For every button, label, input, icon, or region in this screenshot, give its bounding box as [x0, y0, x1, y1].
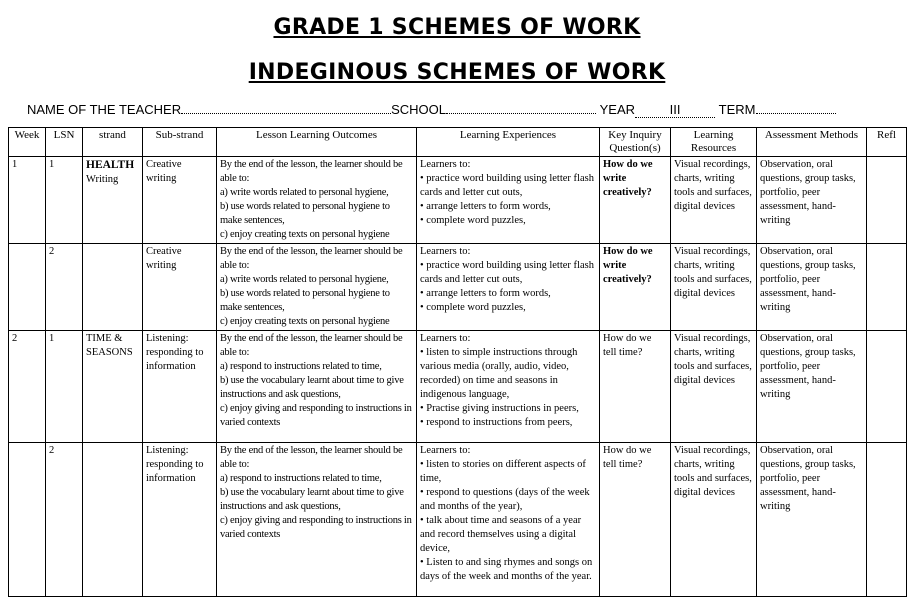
cell-lsn: 1 [46, 157, 83, 244]
cell-inquiry: How do we write creatively? [600, 244, 671, 331]
document-subtitle: INDEGINOUS SCHEMES OF WORK [248, 60, 666, 85]
outcome-line: c) enjoy giving and responding to instructions in varied contexts [220, 515, 412, 540]
term-blank [756, 102, 836, 114]
experience-line: • talk about time and seasons of a year and record themselves using a digital device, [420, 515, 582, 554]
cell-outcomes [217, 331, 417, 443]
teacher-label: NAME OF THE TEACHER [27, 102, 182, 117]
header-assessment: Assessment Methods [757, 128, 867, 157]
cell-inquiry: How do we write creatively? [600, 157, 671, 244]
cell-lsn: 2 [46, 443, 83, 597]
table-header-row [9, 128, 907, 157]
cell-week: 2 [9, 331, 46, 443]
schemes-table [8, 127, 907, 597]
cell-lsn: 2 [46, 244, 83, 331]
header-resources: Learning Resources [671, 128, 757, 157]
outcome-line: c) enjoy creating texts on personal hygiene [220, 316, 390, 327]
strand-main: HEALTH [86, 159, 135, 171]
cell-strand [83, 443, 143, 597]
outcome-line: By the end of the lesson, the learner should be able to: [220, 159, 403, 184]
table-row [9, 443, 907, 597]
header-strand: strand [83, 128, 143, 157]
teacher-blank [181, 102, 391, 114]
experience-line: • Practise giving instructions in peers, [420, 403, 579, 414]
cell-inquiry: How do we tell time? [600, 331, 671, 443]
cell-substrand: Listening: responding to information [143, 331, 217, 443]
header-experiences: Learning Experiences [417, 128, 600, 157]
header-refl: Refl [867, 128, 907, 157]
experience-line: • respond to instructions from peers, [420, 417, 573, 428]
strand-sub: Writing [86, 174, 119, 185]
cell-lsn: 1 [46, 331, 83, 443]
experience-line: • complete word puzzles, [420, 215, 526, 226]
cell-week [9, 244, 46, 331]
cell-strand [83, 331, 143, 443]
outcome-line: b) use words related to personal hygiene to make sentences, [220, 288, 390, 313]
outcome-line: b) use the vocabulary learnt about time to give instructions and ask questions, [220, 487, 404, 512]
outcome-line: By the end of the lesson, the learner should be able to: [220, 333, 403, 358]
school-blank [446, 102, 596, 114]
cell-resources: Visual recordings, charts, writing tools and surfaces, digital devices [671, 157, 757, 244]
year-value: III [635, 102, 715, 118]
experience-line: • practice word building using letter flash cards and letter cut outs, [420, 173, 594, 198]
school-label: SCHOOL [391, 102, 447, 117]
experience-line: • arrange letters to form words, [420, 288, 551, 299]
experience-line: • arrange letters to form words, [420, 201, 551, 212]
experience-line: Learners to: [420, 159, 471, 170]
teacher-info-line [27, 102, 897, 118]
header-lsn: LSN [46, 128, 83, 157]
outcome-line: By the end of the lesson, the learner should be able to: [220, 445, 403, 470]
header-week: Week [9, 128, 46, 157]
cell-resources: Visual recordings, charts, writing tools and surfaces, digital devices [671, 244, 757, 331]
cell-assessment: Observation, oral questions, group tasks, portfolio, peer assessment, hand-writing [757, 443, 867, 597]
cell-experiences [417, 244, 600, 331]
outcome-line: a) respond to instructions related to time, [220, 473, 382, 484]
cell-inquiry: How do we tell time? [600, 443, 671, 597]
cell-refl [867, 244, 907, 331]
experience-line: Learners to: [420, 246, 471, 257]
cell-substrand: Listening: responding to information [143, 443, 217, 597]
strand-main: TIME & SEASONS [86, 333, 133, 358]
experience-line: • Listen to and sing rhymes and songs on days of the week and months of the year. [420, 557, 593, 582]
cell-refl [867, 331, 907, 443]
experience-line: • practice word building using letter flash cards and letter cut outs, [420, 260, 594, 285]
document-title: GRADE 1 SCHEMES OF WORK [273, 15, 641, 40]
outcome-line: a) write words related to personal hygiene, [220, 187, 389, 198]
cell-substrand: Creative writing [143, 244, 217, 331]
experience-line: • complete word puzzles, [420, 302, 526, 313]
experience-line: Learners to: [420, 445, 471, 456]
cell-resources: Visual recordings, charts, writing tools and surfaces, digital devices [671, 331, 757, 443]
cell-week [9, 443, 46, 597]
outcome-line: a) write words related to personal hygiene, [220, 274, 389, 285]
table-row [9, 331, 907, 443]
cell-assessment: Observation, oral questions, group tasks, portfolio, peer assessment, hand-writing [757, 157, 867, 244]
table-row [9, 157, 907, 244]
header-outcomes: Lesson Learning Outcomes [217, 128, 417, 157]
outcome-line: c) enjoy creating texts on personal hygiene [220, 229, 390, 240]
term-label: TERM [718, 102, 756, 117]
experience-line: • respond to questions (days of the week and months of the year), [420, 487, 590, 512]
cell-assessment: Observation, oral questions, group tasks, portfolio, peer assessment, hand-writing [757, 331, 867, 443]
outcome-line: By the end of the lesson, the learner should be able to: [220, 246, 403, 271]
cell-strand [83, 244, 143, 331]
cell-experiences [417, 443, 600, 597]
table-row [9, 244, 907, 331]
header-substrand: Sub-strand [143, 128, 217, 157]
cell-resources: Visual recordings, charts, writing tools and surfaces, digital devices [671, 443, 757, 597]
header-inquiry: Key Inquiry Question(s) [600, 128, 671, 157]
outcome-line: a) respond to instructions related to time, [220, 361, 382, 372]
experience-line: • listen to simple instructions through various media (orally, audio, video, recorded) on time and seasons in indigenous language, [420, 347, 578, 400]
outcome-line: b) use words related to personal hygiene to make sentences, [220, 201, 390, 226]
outcome-line: b) use the vocabulary learnt about time to give instructions and ask questions, [220, 375, 404, 400]
cell-strand [83, 157, 143, 244]
outcome-line: c) enjoy giving and responding to instructions in varied contexts [220, 403, 412, 428]
year-label: YEAR [599, 102, 636, 117]
cell-outcomes [217, 244, 417, 331]
cell-experiences [417, 157, 600, 244]
cell-week: 1 [9, 157, 46, 244]
cell-assessment: Observation, oral questions, group tasks, portfolio, peer assessment, hand-writing [757, 244, 867, 331]
cell-outcomes [217, 157, 417, 244]
cell-experiences [417, 331, 600, 443]
cell-refl [867, 157, 907, 244]
experience-line: • listen to stories on different aspects of time, [420, 459, 586, 484]
cell-outcomes [217, 443, 417, 597]
cell-refl [867, 443, 907, 597]
cell-substrand: Creative writing [143, 157, 217, 244]
experience-line: Learners to: [420, 333, 471, 344]
